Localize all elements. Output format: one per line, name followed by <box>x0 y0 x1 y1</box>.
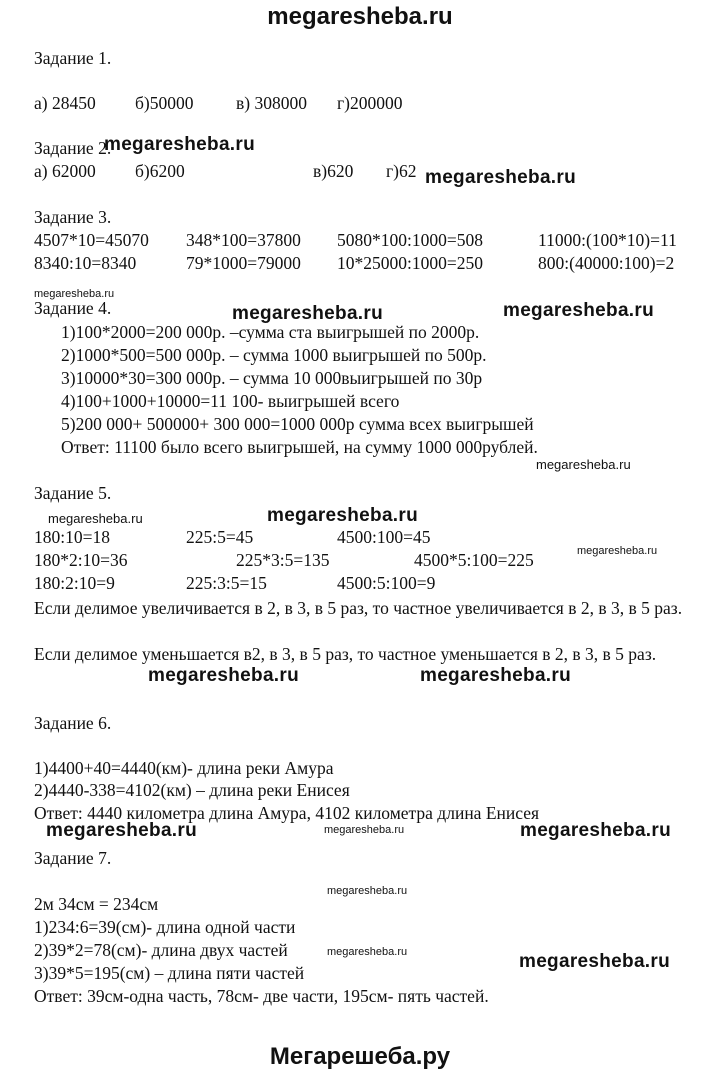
task4-line-5: 5)200 000+ 500000+ 300 000=1000 000р сумма всех выигрышей <box>61 414 534 434</box>
watermark-large: megaresheba.ru <box>519 951 670 972</box>
task6-line-1: 1)4400+40=4440(км)- длина реки Амура <box>34 758 334 778</box>
task1-item-a: а) 28450 <box>34 93 96 113</box>
task3-r1c3: 5080*100:1000=508 <box>337 230 483 250</box>
task5-r3c3: 4500:5:100=9 <box>337 573 436 593</box>
task2-item-v: в)620 <box>313 161 354 181</box>
task2-item-a: а) 62000 <box>34 161 96 181</box>
task5-r1c3: 4500:100=45 <box>337 527 431 547</box>
task3-r1c1: 4507*10=45070 <box>34 230 149 250</box>
task7-line-2: 1)234:6=39(см)- длина одной части <box>34 917 296 937</box>
task1-heading: Задание 1. <box>34 48 112 68</box>
task5-conclusion-increase: Если делимое увеличивается в 2, в 3, в 5 раз, то частное увеличивается в 2, в 3, в 5 раз. <box>34 598 683 618</box>
task3-r2c3: 10*25000:1000=250 <box>337 253 483 273</box>
watermark-top: megaresheba.ru <box>267 3 453 30</box>
task4-line-1: 1)100*2000=200 000р. –сумма ста выигрышей по 2000р. <box>61 322 480 342</box>
task6-answer: Ответ: 4440 километра длина Амура, 4102 километра длина Енисея <box>34 803 540 823</box>
task3-heading: Задание 3. <box>34 207 112 227</box>
task1-item-b: б)50000 <box>135 93 194 113</box>
task6-heading: Задание 6. <box>34 713 112 733</box>
watermark-small: megaresheba.ru <box>327 946 408 958</box>
task3-r2c2: 79*1000=79000 <box>186 253 301 273</box>
task7-line-4: 3)39*5=195(см) – длина пяти частей <box>34 963 305 983</box>
watermark-large: megaresheba.ru <box>425 167 576 188</box>
task3-r2c1: 8340:10=8340 <box>34 253 137 273</box>
task7-answer: Ответ: 39см-одна часть, 78см- две части, 195см- пять частей. <box>34 986 489 1006</box>
watermark-large: megaresheba.ru <box>104 134 255 155</box>
task5-r1c1: 180:10=18 <box>34 527 110 547</box>
task1-item-g: г)200000 <box>337 93 403 113</box>
task3-r1c4: 11000:(100*10)=11 <box>538 230 677 250</box>
watermark-small: megaresheba.ru <box>327 885 408 897</box>
task5-r2c2: 225*3:5=135 <box>236 550 330 570</box>
task2-item-g: г)62 <box>386 161 417 181</box>
task1-item-v: в) 308000 <box>236 93 307 113</box>
task4-heading: Задание 4. <box>34 298 112 318</box>
task2-item-b: б)6200 <box>135 161 185 181</box>
task4-line-4: 4)100+1000+10000=11 100- выигрышей всего <box>61 391 400 411</box>
task5-r3c2: 225:3:5=15 <box>186 573 267 593</box>
task5-r2c1: 180*2:10=36 <box>34 550 128 570</box>
task4-line-2: 2)1000*500=500 000р. – сумма 1000 выигрышей по 500р. <box>61 345 487 365</box>
task7-line-1: 2м 34см = 234см <box>34 894 159 914</box>
task5-conclusion-decrease: Если делимое уменьшается в2, в 3, в 5 раз, то частное уменьшается в 2, в 3, в 5 раз. <box>34 644 657 664</box>
task3-r2c4: 800:(40000:100)=2 <box>538 253 675 273</box>
watermark-small: megaresheba.ru <box>577 545 658 557</box>
watermark-small: megaresheba.ru <box>48 511 143 526</box>
watermark-large: megaresheba.ru <box>46 820 197 841</box>
watermark-large: megaresheba.ru <box>420 665 571 686</box>
watermark-bottom: Мегарешеба.ру <box>269 1043 451 1070</box>
task4-answer: Ответ: 11100 было всего выигрышей, на сумму 1000 000рублей. <box>61 437 538 457</box>
watermark-small: megaresheba.ru <box>536 457 631 472</box>
task5-heading: Задание 5. <box>34 483 112 503</box>
task5-r1c2: 225:5=45 <box>186 527 254 547</box>
watermark-large: megaresheba.ru <box>520 820 671 841</box>
watermark-small: megaresheba.ru <box>34 288 115 300</box>
task7-line-3: 2)39*2=78(см)- длина двух частей <box>34 940 288 960</box>
watermark-large: megaresheba.ru <box>267 505 418 526</box>
watermark-large: megaresheba.ru <box>503 300 654 321</box>
task3-r1c2: 348*100=37800 <box>186 230 301 250</box>
task4-line-3: 3)10000*30=300 000р. – сумма 10 000выигрышей по 30р <box>61 368 483 388</box>
watermark-large: megaresheba.ru <box>232 303 383 324</box>
watermark-large: megaresheba.ru <box>148 665 299 686</box>
task5-r2c3: 4500*5:100=225 <box>414 550 534 570</box>
watermark-small: megaresheba.ru <box>324 824 405 836</box>
task5-r3c1: 180:2:10=9 <box>34 573 115 593</box>
task2-heading: Задание 2. <box>34 138 112 158</box>
task6-line-2: 2)4440-338=4102(км) – длина реки Енисея <box>34 780 350 800</box>
task7-heading: Задание 7. <box>34 848 112 868</box>
